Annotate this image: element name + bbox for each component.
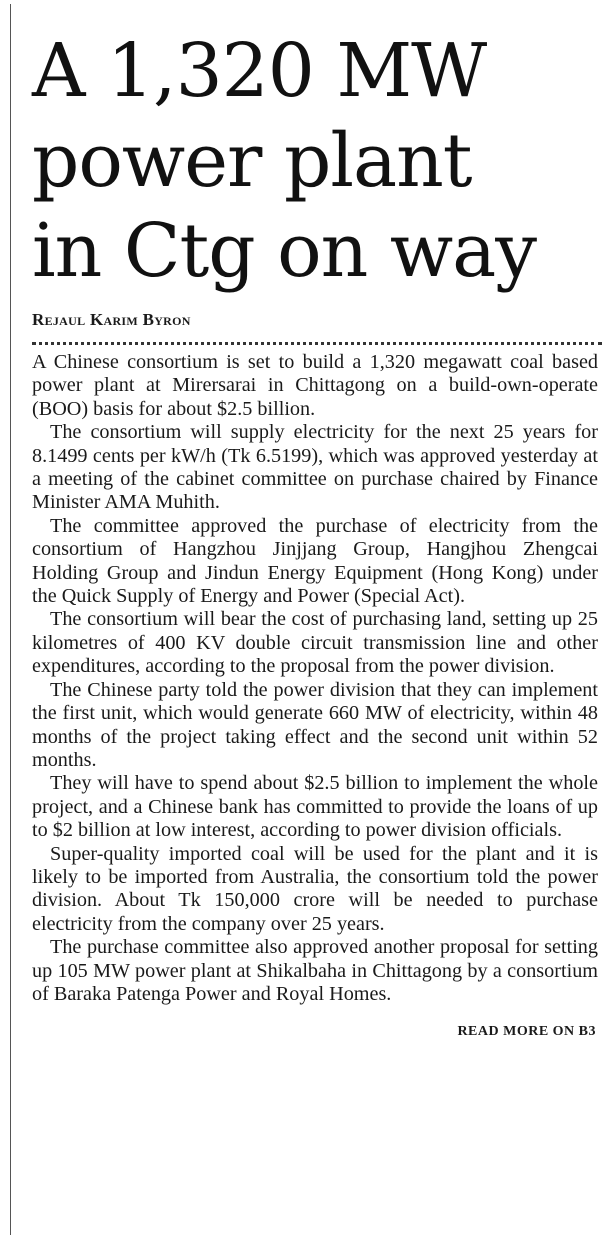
byline: Rejaul Karim Byron xyxy=(32,310,191,329)
paragraph: The purchase committee also approved another proposal for setting up 105 MW power plant at Shikalbaha in Chittagong by a consortium of Baraka Patenga Power and Royal Homes. xyxy=(32,936,598,1005)
paragraph: The committee approved the purchase of electricity from the consortium of Hangzhou Jinjjang Group, Hangjhou Zhengcai Holding Group and Jindun Energy Equipment (Hong Kong) under the Quick Supply of Energy and Power (Special Act). xyxy=(32,514,598,608)
dotted-divider xyxy=(32,342,602,345)
paragraph: Super-quality imported coal will be used for the plant and it is likely to be imported from Australia, the consortium told the power division. About Tk 150,000 crore will be needed to purchase electricity from the company over 25 years. xyxy=(32,842,598,935)
headline-line: A 1,320 MW xyxy=(32,28,487,114)
headline xyxy=(32,26,598,296)
headline-line: in Ctg on way xyxy=(32,208,537,294)
paragraph: The consortium will supply electricity for the next 25 years for 8.1499 cents per kW/h (Tk 6.5199), which was approved yesterday at a meeting of the cabinet committee on purchase chaired by Finance Minister AMA Muhith. xyxy=(32,421,598,514)
article-body xyxy=(32,351,598,1006)
read-more-link[interactable]: READ MORE ON B3 xyxy=(457,1024,596,1040)
paragraph: A Chinese consortium is set to build a 1,320 megawatt coal based power plant at Mirersarai in Chittagong on a build-own-operate (BOO) basis for about $2.5 billion. xyxy=(32,351,598,420)
paragraph: The Chinese party told the power division that they can implement the first unit, which would generate 660 MW of electricity, within 48 months of the project taking effect and the second unit within 52 months. xyxy=(32,678,598,771)
paragraph: The consortium will bear the cost of purchasing land, setting up 25 kilometres of 400 KV double circuit transmission line and other expenditures, according to the proposal from the power division. xyxy=(32,608,598,678)
headline-line: power plant xyxy=(32,118,472,204)
paragraph: They will have to spend about $2.5 billion to implement the whole project, and a Chinese bank has committed to provide the loans of up to $2 billion at low interest, according to power division officials. xyxy=(32,772,598,842)
column-rule xyxy=(10,4,11,1235)
news-article xyxy=(32,26,598,1040)
